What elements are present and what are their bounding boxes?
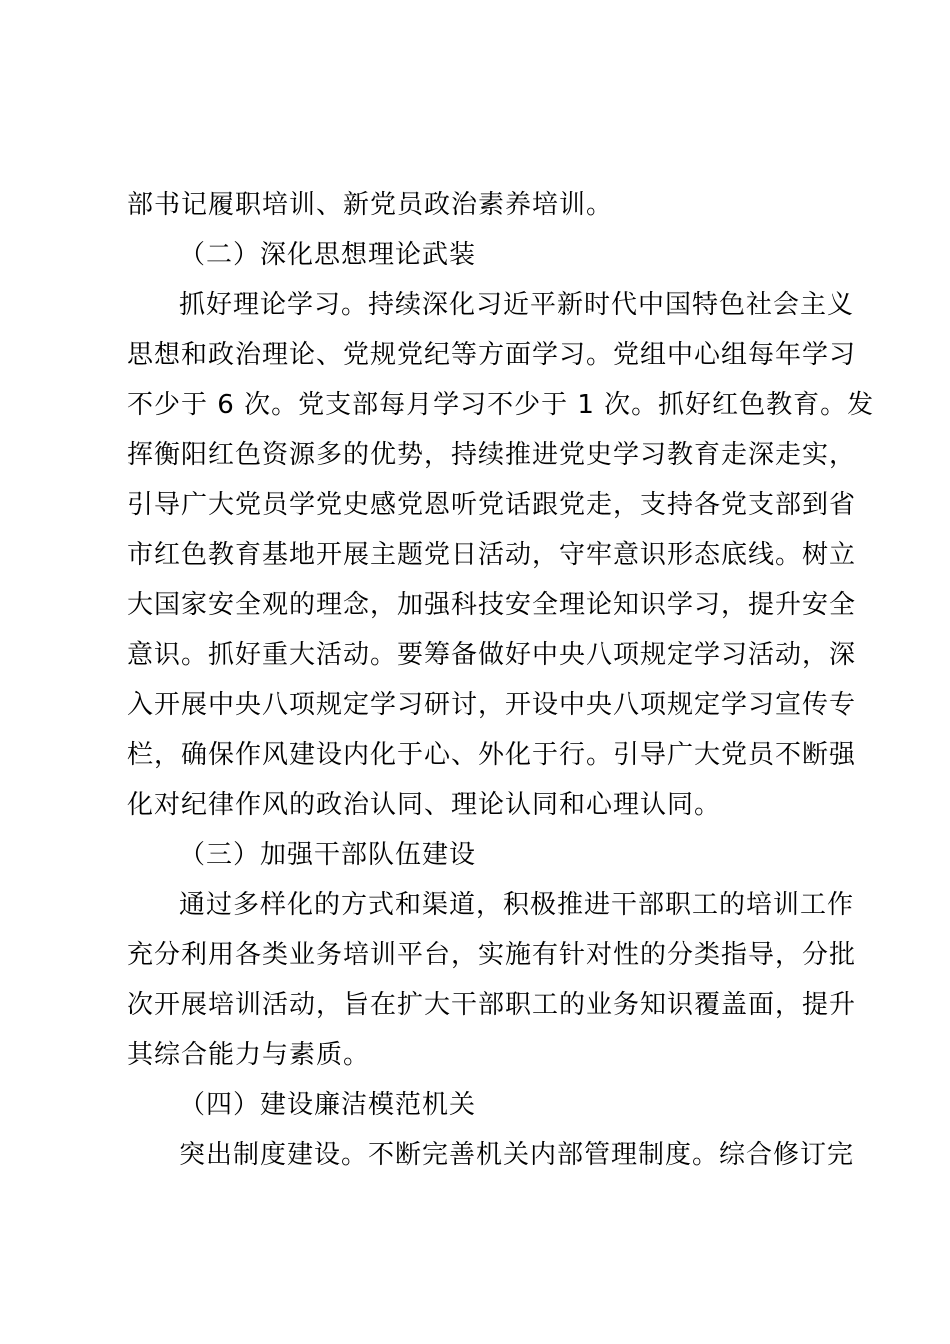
paragraph-line: 充分利用各类业务培训平台，实施有针对性的分类指导，分批: [127, 940, 857, 970]
section-heading-3: （三）加强干部队伍建设: [179, 840, 477, 870]
paragraph-line: 其综合能力与素质。: [127, 1040, 371, 1070]
paragraph-line: 通过多样化的方式和渠道，积极推进干部职工的培训工作: [179, 890, 855, 920]
paragraph-line: 引导广大党员学党史感党恩听党话跟党走，支持各党支部到省: [127, 490, 857, 520]
document-body: [127, 180, 875, 1180]
paragraph-line: 不少于 6 次。党支部每月学习不少于 1 次。抓好红色教育。发: [127, 390, 875, 420]
paragraph-line: 突出制度建设。不断完善机关内部管理制度。综合修订完: [179, 1140, 855, 1170]
paragraph-line: 思想和政治理论、党规党纪等方面学习。党组中心组每年学习: [127, 340, 857, 370]
section-heading-2: （二）深化思想理论武装: [179, 240, 477, 270]
paragraph-line: 栏，确保作风建设内化于心、外化于行。引导广大党员不断强: [127, 740, 857, 770]
paragraph-line: 大国家安全观的理念，加强科技安全理论知识学习，提升安全: [127, 590, 857, 620]
paragraph-line: 次开展培训活动，旨在扩大干部职工的业务知识覆盖面，提升: [127, 990, 857, 1020]
paragraph-line: 挥衡阳红色资源多的优势，持续推进党史学习教育走深走实，: [127, 440, 857, 470]
paragraph-line: 部书记履职培训、新党员政治素养培训。: [127, 190, 614, 220]
paragraph-line: 抓好理论学习。持续深化习近平新时代中国特色社会主义: [179, 290, 855, 320]
paragraph-line: 化对纪律作风的政治认同、理论认同和心理认同。: [127, 790, 722, 820]
paragraph-line: 市红色教育基地开展主题党日活动，守牢意识形态底线。树立: [127, 540, 857, 570]
paragraph-line: 意识。抓好重大活动。要筹备做好中央八项规定学习活动，深: [127, 640, 857, 670]
paragraph-line: 入开展中央八项规定学习研讨，开设中央八项规定学习宣传专: [127, 690, 857, 720]
section-heading-4: （四）建设廉洁模范机关: [179, 1090, 477, 1120]
